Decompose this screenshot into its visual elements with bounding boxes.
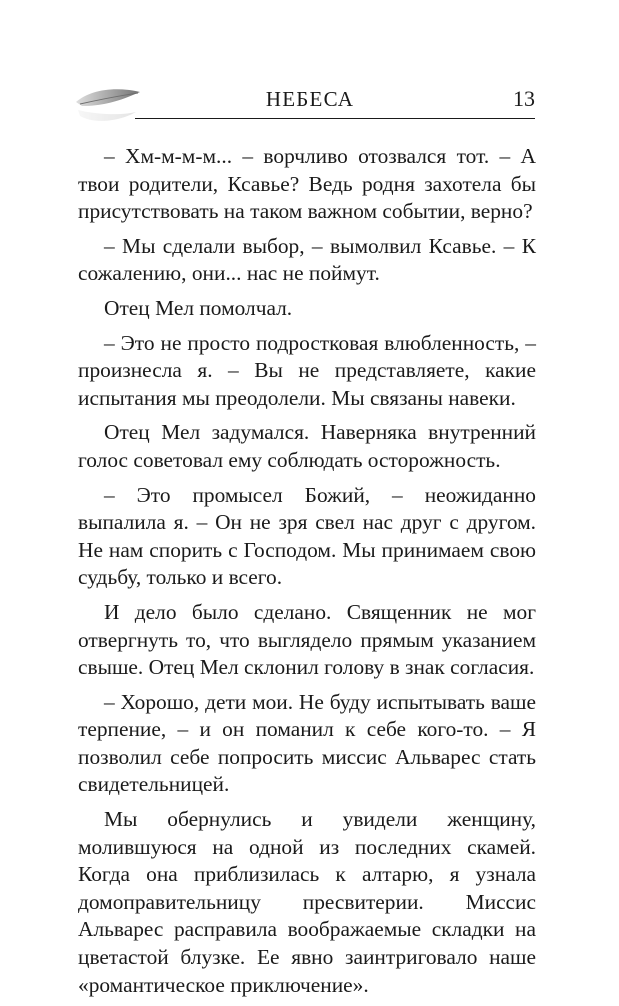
paragraph: Мы обернулись и увидели женщину, молившуюся на одной из последних скамей. Когда она приблизилась к алтарю, я узнала домоправительницу пресвитерии. Миссис Альварес расправила воображаемые складки на цветастой блузке. Ее явно заинтриговало наше «романтическое приключение». xyxy=(78,807,536,997)
paragraph: – Хорошо, дети мои. Не буду испытывать ваше терпение, – и он поманил к себе кого-то. – Я позволил себе попросить миссис Альварес стать свидетельницей. xyxy=(78,689,536,797)
paragraph: – Мы сделали выбор, – вымолвил Ксавье. – К сожалению, они... нас не поймут. xyxy=(78,233,536,286)
paragraph: И дело было сделано. Священник не мог отвергнуть то, что выглядело прямым указанием свыше. Отец Мел склонил голову в знак согласия. xyxy=(78,599,536,680)
body-text xyxy=(78,143,536,1006)
running-title: НЕБЕСА xyxy=(265,87,355,111)
paragraph: – Хм-м-м-м... – ворчливо отозвался тот. – А твои родители, Ксавье? Ведь родня захотела бы присутствовать на таком важном событии, верно? xyxy=(78,144,536,224)
paragraph: – Это не просто подростковая влюбленность, – произнесла я. – Вы не представляете, какие испытания мы преодолели. Мы связаны навеки. xyxy=(78,330,536,410)
page-number: 13 xyxy=(513,86,535,111)
page-header xyxy=(0,0,619,140)
paragraph: – Это промысел Божий, – неожиданно выпалила я. – Он не зря свел нас друг с другом. Не нам спорить с Господом. Мы принимаем свою судьбу, только и всего. xyxy=(78,482,536,590)
feather-icon xyxy=(74,84,144,126)
paragraph: Отец Мел задумался. Наверняка внутренний голос советовал ему соблюдать осторожность. xyxy=(78,420,536,472)
paragraph: Отец Мел помолчал. xyxy=(104,295,293,320)
header-rule xyxy=(135,118,535,119)
